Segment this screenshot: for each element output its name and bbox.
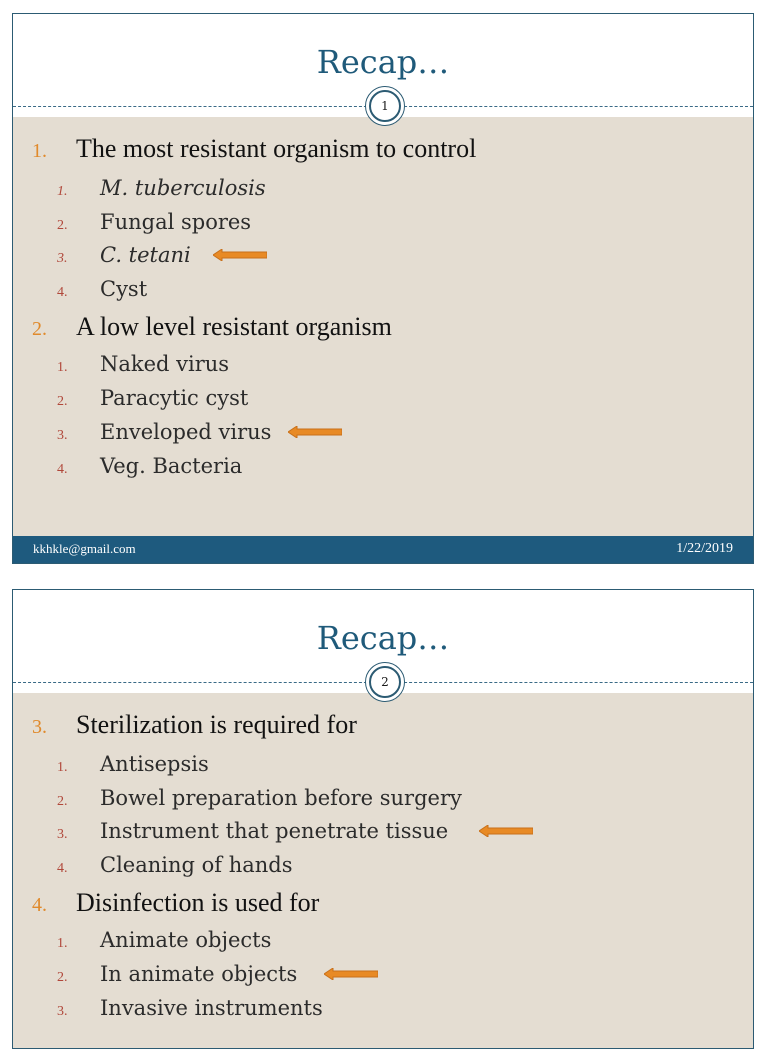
option-4-3 — [57, 993, 323, 1023]
slide-title: Recap… — [316, 619, 450, 657]
option-text: C. tetani — [100, 243, 191, 267]
option-3-2 — [57, 783, 462, 813]
answer-arrow-icon — [324, 968, 378, 980]
option-text: In animate objects — [100, 962, 298, 986]
option-number: 1. — [57, 360, 68, 375]
question-2 — [32, 309, 392, 345]
option-number: 1. — [57, 184, 68, 199]
question-3 — [32, 707, 357, 743]
option-number: 4. — [57, 285, 68, 300]
option-4-2 — [57, 959, 378, 989]
option-2-2 — [57, 383, 248, 413]
option-1-1 — [57, 173, 266, 203]
slide-footer — [13, 536, 753, 563]
option-3-1 — [57, 749, 209, 779]
question-number: 2. — [32, 318, 47, 340]
option-number: 2. — [57, 218, 68, 233]
option-number: 3. — [57, 251, 68, 266]
option-text: Cleaning of hands — [100, 853, 293, 877]
slide-number-badge — [365, 662, 405, 702]
option-1-4 — [57, 274, 147, 304]
question-4 — [32, 885, 319, 921]
option-number: 4. — [57, 462, 68, 477]
option-text: Paracytic cyst — [100, 386, 249, 410]
option-3-3 — [57, 816, 533, 846]
slide-number: 2 — [369, 666, 401, 698]
option-text: Instrument that penetrate tissue — [100, 819, 449, 843]
question-number: 4. — [32, 894, 47, 916]
question-text: Disinfection is used for — [76, 888, 320, 917]
option-number: 1. — [57, 936, 68, 951]
option-number: 3. — [57, 428, 68, 443]
option-text: Naked virus — [100, 352, 230, 376]
slide-title: Recap… — [316, 43, 450, 81]
slide-number: 1 — [369, 90, 401, 122]
option-text: Fungal spores — [100, 210, 252, 234]
option-1-3 — [57, 240, 267, 270]
question-number: 1. — [32, 140, 47, 162]
option-text: Invasive instruments — [100, 996, 323, 1020]
answer-arrow-icon — [479, 825, 533, 837]
option-2-1 — [57, 349, 229, 379]
option-number: 2. — [57, 394, 68, 409]
footer-date: 1/22/2019 — [676, 541, 733, 556]
answer-arrow-icon — [213, 249, 267, 261]
slide-number-badge — [365, 86, 405, 126]
option-number: 3. — [57, 1004, 68, 1019]
option-number: 3. — [57, 827, 68, 842]
option-4-1 — [57, 925, 271, 955]
question-number: 3. — [32, 716, 47, 738]
footer-email: kkhkle@gmail.com — [33, 541, 136, 556]
option-1-2 — [57, 207, 251, 237]
option-number: 1. — [57, 760, 68, 775]
option-3-4 — [57, 850, 293, 880]
option-number: 4. — [57, 861, 68, 876]
slide-1 — [12, 13, 754, 564]
question-text: The most resistant organism to control — [76, 134, 477, 163]
question-text: A low level resistant organism — [76, 312, 392, 341]
answer-arrow-icon — [288, 426, 342, 438]
option-2-4 — [57, 451, 242, 481]
option-text: Animate objects — [100, 928, 272, 952]
question-1 — [32, 131, 476, 167]
option-text: M. tuberculosis — [100, 176, 266, 200]
slide-2 — [12, 589, 754, 1049]
option-text: Enveloped virus — [100, 420, 272, 444]
option-number: 2. — [57, 794, 68, 809]
option-2-3 — [57, 417, 342, 447]
question-text: Sterilization is required for — [76, 710, 357, 739]
option-text: Bowel preparation before surgery — [100, 786, 462, 810]
option-text: Antisepsis — [100, 752, 209, 776]
option-text: Cyst — [100, 277, 148, 301]
option-number: 2. — [57, 970, 68, 985]
option-text: Veg. Bacteria — [100, 454, 243, 478]
